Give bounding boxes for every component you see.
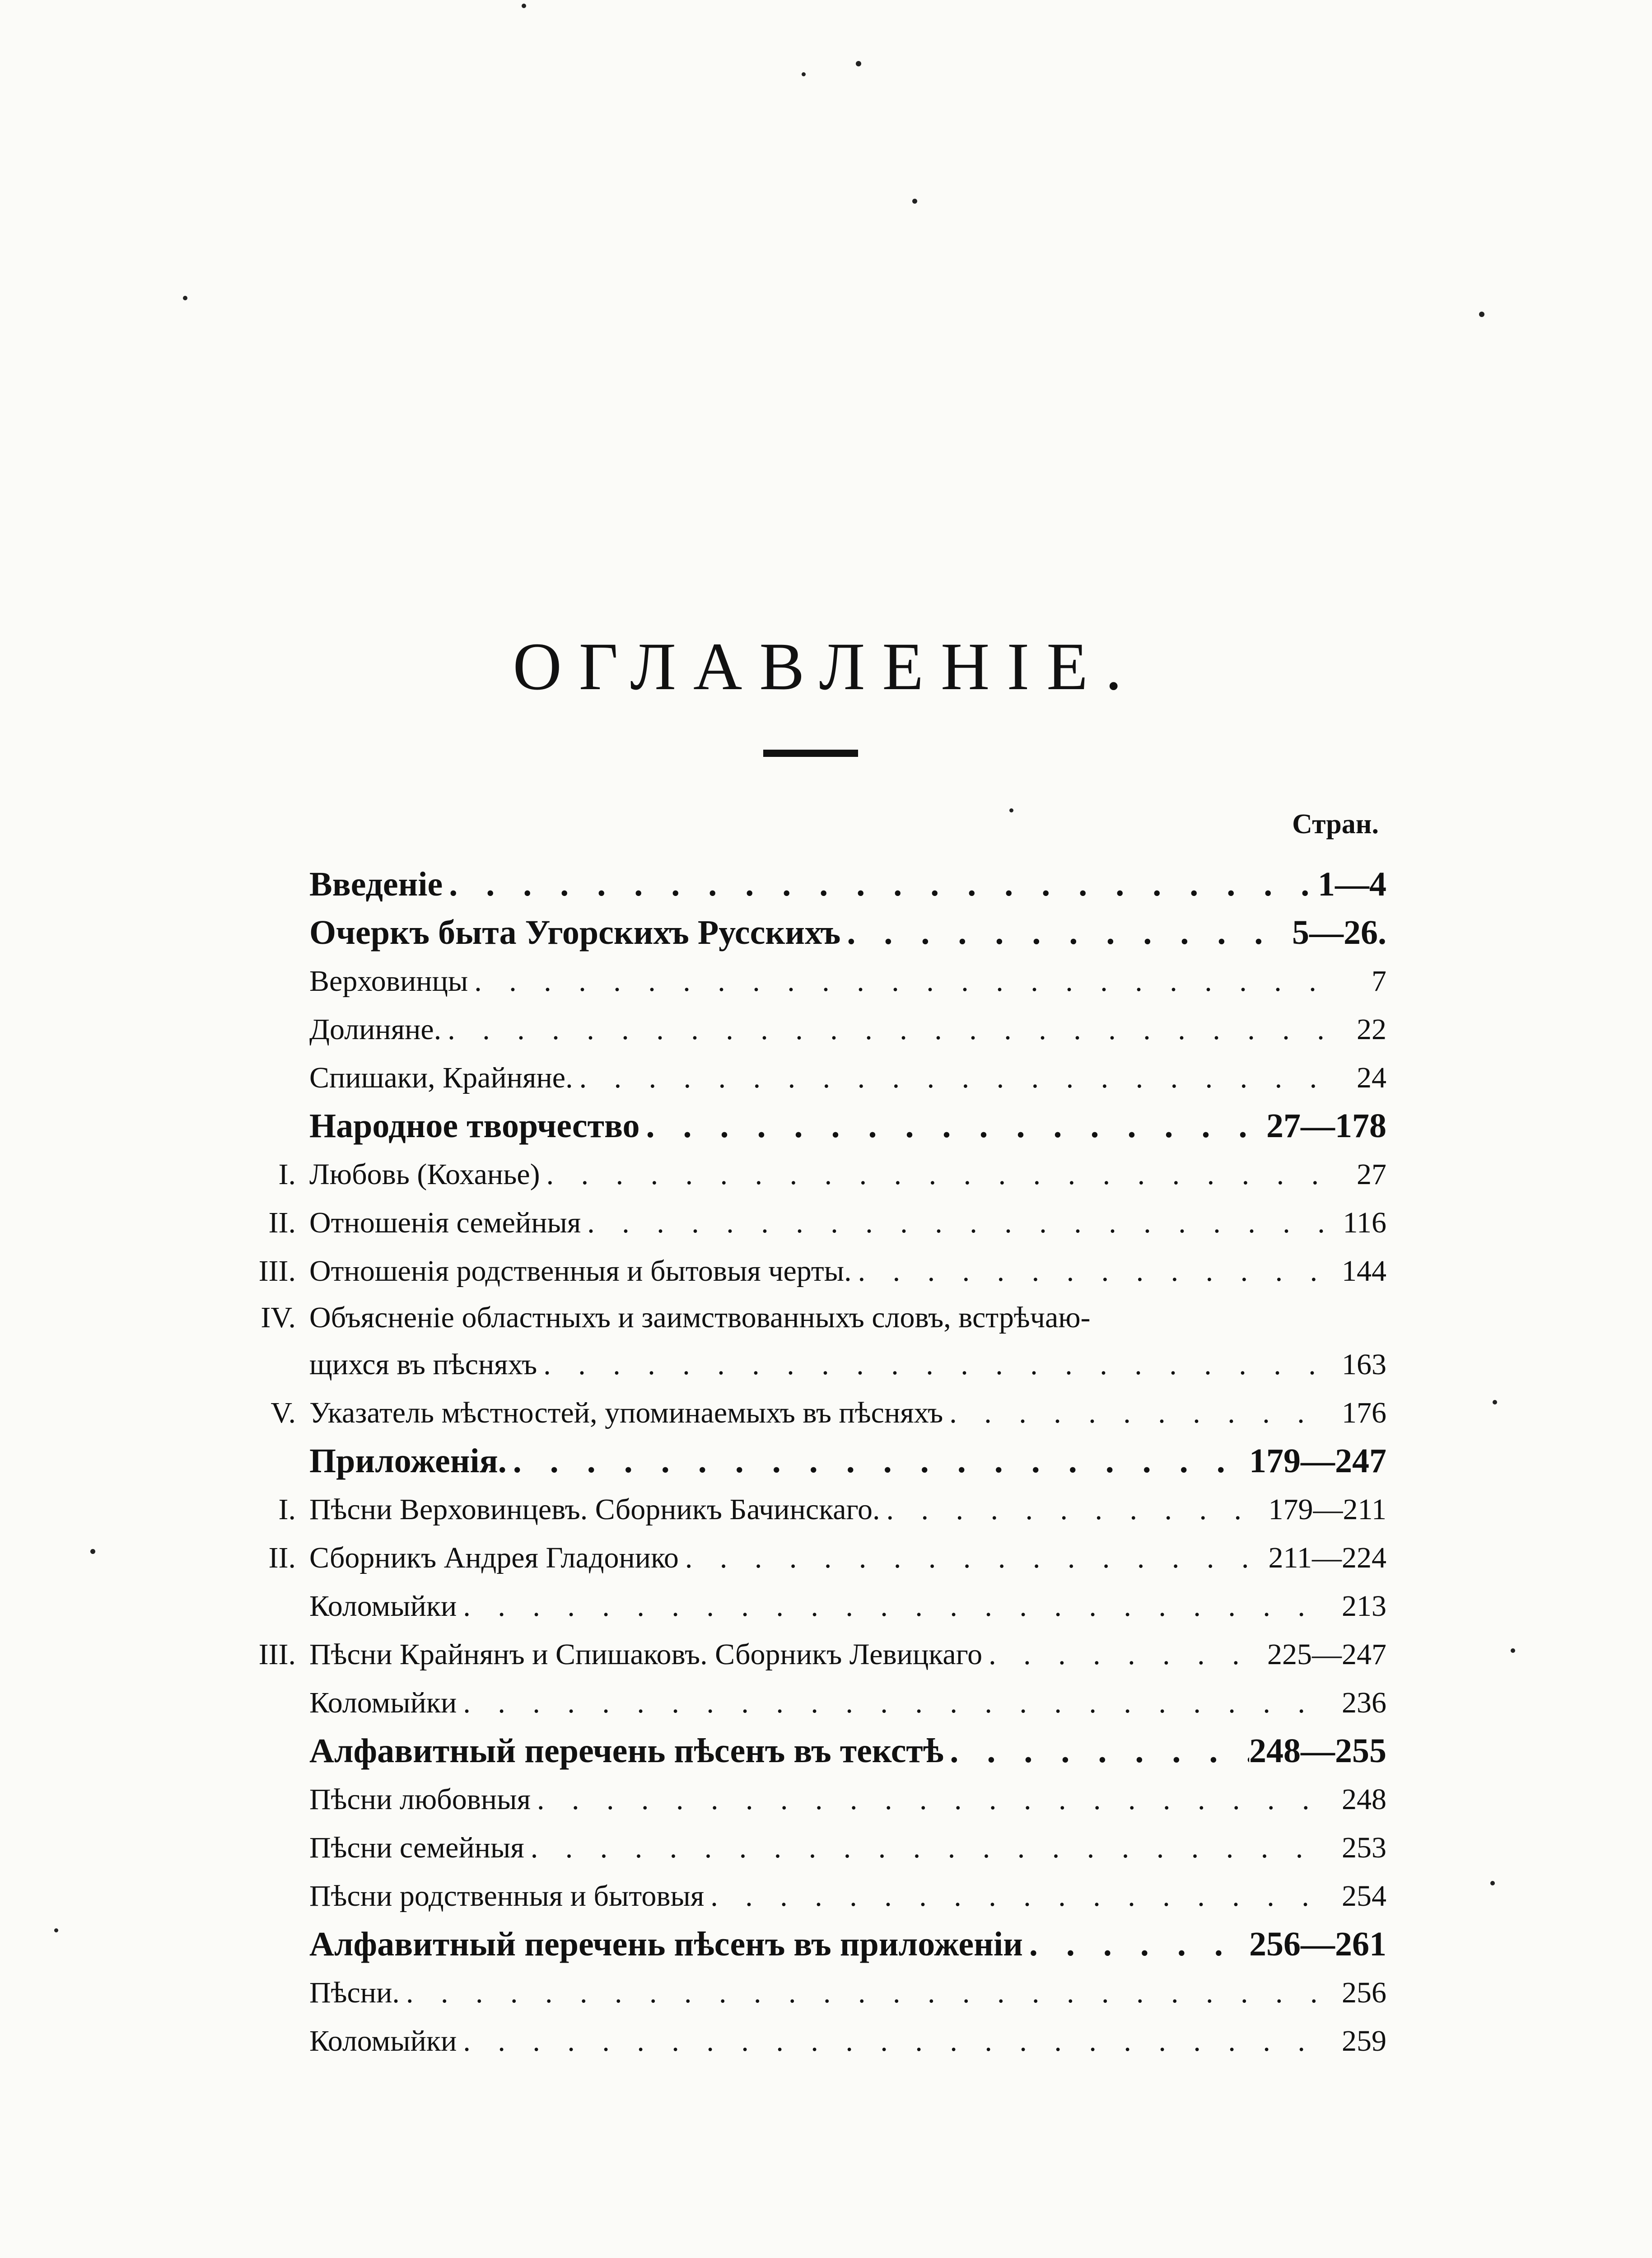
print-speck <box>802 72 806 76</box>
dot-leader <box>443 860 1318 909</box>
print-speck <box>90 1549 95 1554</box>
toc-entry-page: 144 <box>1342 1255 1386 1288</box>
toc-entry-page: 7 <box>1372 965 1386 998</box>
toc-entry-title: Приложенія. <box>309 1442 507 1480</box>
toc-entry-page: 22 <box>1357 1013 1386 1046</box>
toc-entry <box>199 1340 1386 1389</box>
toc-entry-number: III. <box>258 1638 296 1671</box>
toc-entry <box>199 2017 1386 2065</box>
dot-leader <box>531 1775 1332 1824</box>
toc-entry-title: Верховинцы <box>309 965 468 998</box>
dot-leader <box>457 1679 1332 1727</box>
toc-entry-page: 256 <box>1342 1976 1386 2009</box>
toc-entry <box>199 1727 1386 1775</box>
toc-entry-page: 163 <box>1342 1348 1386 1381</box>
toc-entry-number: I. <box>278 1493 296 1526</box>
toc-entry <box>199 1872 1386 1920</box>
dot-leader <box>982 1630 1267 1679</box>
toc-entry-number: II. <box>268 1206 296 1239</box>
toc-entry-page: 176 <box>1342 1396 1386 1429</box>
dot-leader <box>880 1485 1269 1534</box>
dot-leader <box>468 957 1332 1005</box>
toc-entry-title: Пѣсни Крайнянъ и Спишаковъ. Сборникъ Левицкаго <box>309 1638 983 1671</box>
toc-entry <box>199 1295 1386 1340</box>
print-speck <box>1479 312 1484 317</box>
toc-entry-number: III. <box>258 1255 296 1288</box>
toc-entry <box>199 1199 1386 1247</box>
toc-entry <box>199 1247 1386 1295</box>
toc-entry-title: Указатель мѣстностей, упоминаемыхъ въ пѣсняхъ <box>309 1396 943 1429</box>
dot-leader <box>524 1824 1332 1872</box>
toc-entry-title: Введеніе <box>309 865 443 903</box>
toc-entry-page: 225—247 <box>1267 1638 1386 1671</box>
toc-entry-page: 116 <box>1343 1206 1386 1239</box>
toc-entry-title: Очеркъ быта Угорскихъ Русскихъ <box>309 914 841 952</box>
toc-entry <box>199 1534 1386 1582</box>
dot-leader <box>704 1872 1332 1920</box>
toc-entry-title: Алфавитный перечень пѣсенъ въ приложеніи <box>309 1925 1023 1963</box>
toc-entry-number: I. <box>278 1158 296 1191</box>
toc-entry <box>199 1679 1386 1727</box>
toc-entry-title: Коломыйки <box>309 2025 457 2057</box>
print-speck <box>522 4 526 8</box>
dot-leader <box>943 1727 1249 1775</box>
toc-entry <box>199 1005 1386 1054</box>
toc-entry-page: 236 <box>1342 1686 1386 1719</box>
toc-entry-title: Объясненіе областныхъ и заимствованныхъ словъ, встрѣчаю- <box>309 1301 1091 1334</box>
toc-entry-page: 256—261 <box>1249 1925 1386 1963</box>
toc-entry-page: 248—255 <box>1249 1732 1386 1770</box>
toc-entry <box>199 957 1386 1005</box>
dot-leader <box>400 1969 1332 2017</box>
page-title: ОГЛАВЛЕНІЕ. <box>513 629 1139 704</box>
toc-entry-title: Спишаки, Крайняне. <box>309 1061 573 1094</box>
toc-entry-title: Пѣсни родственныя и бытовыя <box>309 1880 705 1913</box>
page-column-header: Стран. <box>1292 809 1379 840</box>
toc-entry-page: 211—224 <box>1268 1541 1386 1574</box>
toc-entry-number: IV. <box>261 1301 296 1334</box>
title-rule <box>763 750 858 757</box>
dot-leader <box>540 1150 1332 1199</box>
toc-entry-title: Отношенія семейныя <box>309 1206 581 1239</box>
toc-entry-page: 179—211 <box>1268 1493 1386 1526</box>
toc-entry-number: V. <box>271 1396 296 1429</box>
toc-entry-title: Пѣсни. <box>309 1976 400 2009</box>
print-speck <box>912 199 917 204</box>
toc-entry-title: Долиняне. <box>309 1013 442 1046</box>
toc-entry-page: 5—26. <box>1292 914 1386 952</box>
dot-leader <box>507 1437 1249 1485</box>
table-of-contents <box>199 860 1386 2065</box>
print-speck <box>183 296 187 300</box>
toc-entry-title: Пѣсни Верховинцевъ. Сборникъ Бачинскаго. <box>309 1493 880 1526</box>
toc-entry-title: Алфавитный перечень пѣсенъ въ текстѣ <box>309 1732 944 1770</box>
toc-entry <box>199 1102 1386 1150</box>
dot-leader <box>852 1247 1332 1295</box>
toc-entry-title: Сборникъ Андрея Гладонико <box>309 1541 679 1574</box>
print-speck <box>1511 1648 1515 1653</box>
toc-entry-title: Народное творчество <box>309 1107 640 1145</box>
dot-leader <box>679 1534 1269 1582</box>
toc-entry <box>199 860 1386 909</box>
dot-leader <box>840 909 1292 957</box>
toc-entry-page: 24 <box>1357 1061 1386 1094</box>
toc-entry-title: щихся въ пѣсняхъ <box>309 1348 537 1381</box>
toc-entry <box>199 1054 1386 1102</box>
dot-leader <box>573 1054 1332 1102</box>
dot-leader <box>943 1389 1332 1437</box>
toc-entry-page: 254 <box>1342 1880 1386 1913</box>
print-speck <box>54 1928 58 1932</box>
dot-leader <box>581 1199 1332 1247</box>
toc-entry-title: Пѣсни семейныя <box>309 1831 524 1864</box>
toc-entry <box>199 1775 1386 1824</box>
toc-entry <box>199 1824 1386 1872</box>
print-speck <box>856 61 861 66</box>
dot-leader <box>640 1102 1267 1150</box>
toc-entry <box>199 1485 1386 1534</box>
toc-entry-page: 259 <box>1342 2025 1386 2057</box>
toc-entry-page: 27 <box>1357 1158 1386 1191</box>
toc-entry-page: 1—4 <box>1318 865 1386 903</box>
toc-entry-title: Пѣсни любовныя <box>309 1783 531 1816</box>
print-speck <box>1493 1400 1497 1404</box>
print-speck <box>1490 1881 1495 1885</box>
toc-entry-page: 248 <box>1342 1783 1386 1816</box>
toc-entry-page: 27—178 <box>1266 1107 1386 1145</box>
toc-entry-title: Отношенія родственныя и бытовыя черты. <box>309 1255 852 1288</box>
dot-leader <box>457 1582 1332 1630</box>
dot-leader <box>537 1340 1332 1389</box>
toc-entry <box>199 1630 1386 1679</box>
toc-entry <box>199 909 1386 957</box>
dot-leader <box>457 2017 1332 2065</box>
toc-entry <box>199 1150 1386 1199</box>
toc-entry <box>199 1437 1386 1485</box>
toc-entry-title: Любовь (Коханье) <box>309 1158 540 1191</box>
toc-entry-page: 253 <box>1342 1831 1386 1864</box>
toc-entry-number: II. <box>268 1541 296 1574</box>
toc-entry-title: Коломыйки <box>309 1686 457 1719</box>
dot-leader <box>1023 1920 1249 1969</box>
toc-entry-page: 179—247 <box>1249 1442 1386 1480</box>
toc-entry <box>199 1389 1386 1437</box>
dot-leader <box>441 1005 1332 1054</box>
toc-entry <box>199 1920 1386 1969</box>
print-speck <box>1009 808 1013 812</box>
toc-entry-title: Коломыйки <box>309 1590 457 1623</box>
toc-entry <box>199 1582 1386 1630</box>
toc-entry <box>199 1969 1386 2017</box>
toc-entry-page: 213 <box>1342 1590 1386 1623</box>
